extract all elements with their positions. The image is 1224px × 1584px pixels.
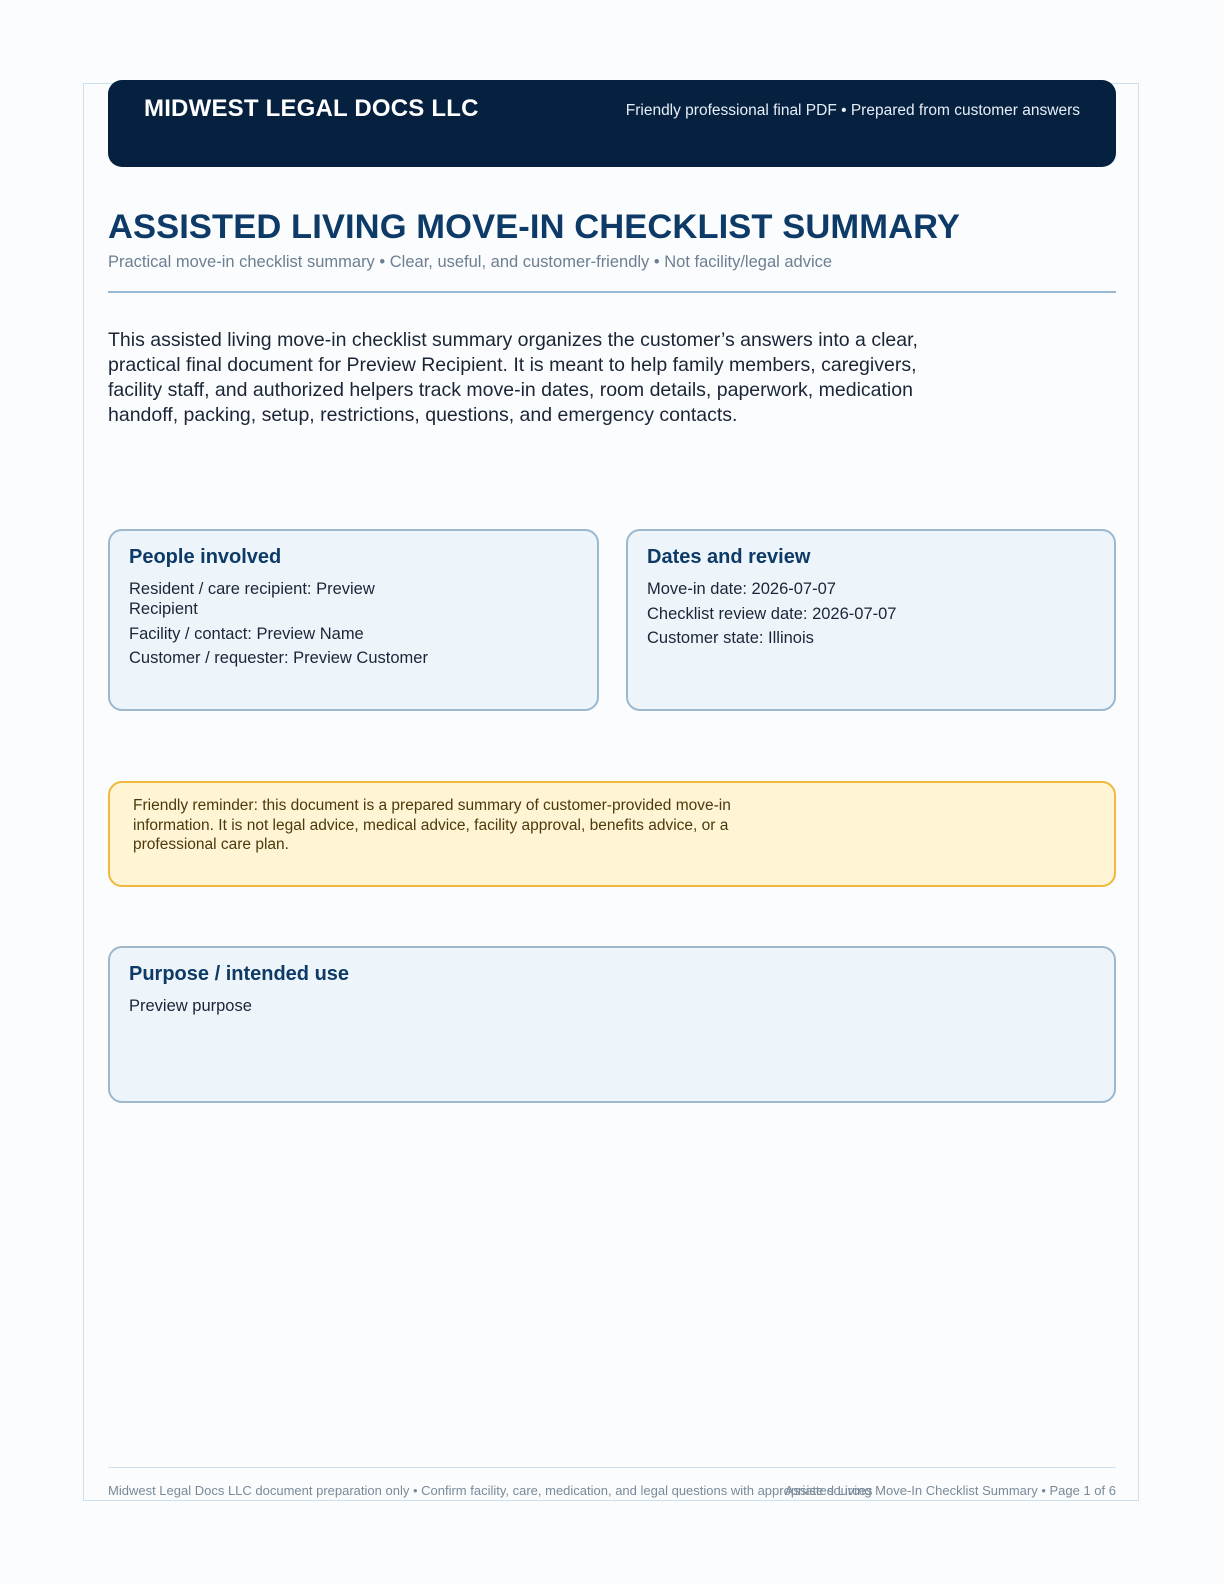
customer-state-line: Customer state: Illinois xyxy=(647,629,814,647)
people-involved-heading: People involved xyxy=(129,546,282,568)
people-involved-card xyxy=(108,529,599,711)
document-title: ASSISTED LIVING MOVE-IN CHECKLIST SUMMARY xyxy=(108,208,960,246)
customer-requester-line: Customer / requester: Preview Customer xyxy=(129,649,428,667)
review-date-line: Checklist review date: 2026-07-07 xyxy=(647,604,897,623)
dates-review-body xyxy=(647,579,896,653)
title-divider xyxy=(108,291,1116,293)
purpose-card xyxy=(108,946,1116,1103)
purpose-text: Preview purpose xyxy=(129,997,252,1015)
friendly-reminder-text: Friendly reminder: this document is a prepared summary of customer-provided move-in information. It is not legal advice, medical advice, facility approval, benefits advice, or a professional care plan. xyxy=(133,797,731,853)
brand-name: MIDWEST LEGAL DOCS LLC xyxy=(144,95,479,122)
dates-review-heading: Dates and review xyxy=(647,546,811,568)
people-involved-body xyxy=(129,579,428,673)
footer-divider xyxy=(108,1467,1116,1468)
brand-tagline: Friendly professional final PDF • Prepared from customer answers xyxy=(625,102,1080,119)
footer-page-info: Assisted Living Move-In Checklist Summary • Page 1 of 6 xyxy=(784,1483,1116,1498)
purpose-body xyxy=(129,996,252,1021)
footer-disclaimer: Midwest Legal Docs LLC document preparation only • Confirm facility, care, medication, and legal questions with appropriate sources xyxy=(108,1483,873,1498)
header-band xyxy=(108,80,1116,167)
friendly-reminder-box xyxy=(108,781,1116,887)
dates-review-card xyxy=(626,529,1116,711)
purpose-heading: Purpose / intended use xyxy=(129,963,350,985)
intro-paragraph: This assisted living move-in checklist summary organizes the customer’s answers into a clear, practical final document for Preview Recipient. It is meant to help family members, caregivers, facility staff, and authorized helpers track move-in dates, room details, paperwork, medication handoff, packing, setup, restrictions, questions, and emergency contacts. xyxy=(108,329,918,426)
document-subtitle: Practical move-in checklist summary • Clear, useful, and customer-friendly • Not facility/legal advice xyxy=(108,253,833,271)
resident-line: Resident / care recipient: Preview Recipient xyxy=(129,580,375,618)
facility-contact-line: Facility / contact: Preview Name xyxy=(129,624,364,643)
move-in-date-line: Move-in date: 2026-07-07 xyxy=(647,580,836,598)
